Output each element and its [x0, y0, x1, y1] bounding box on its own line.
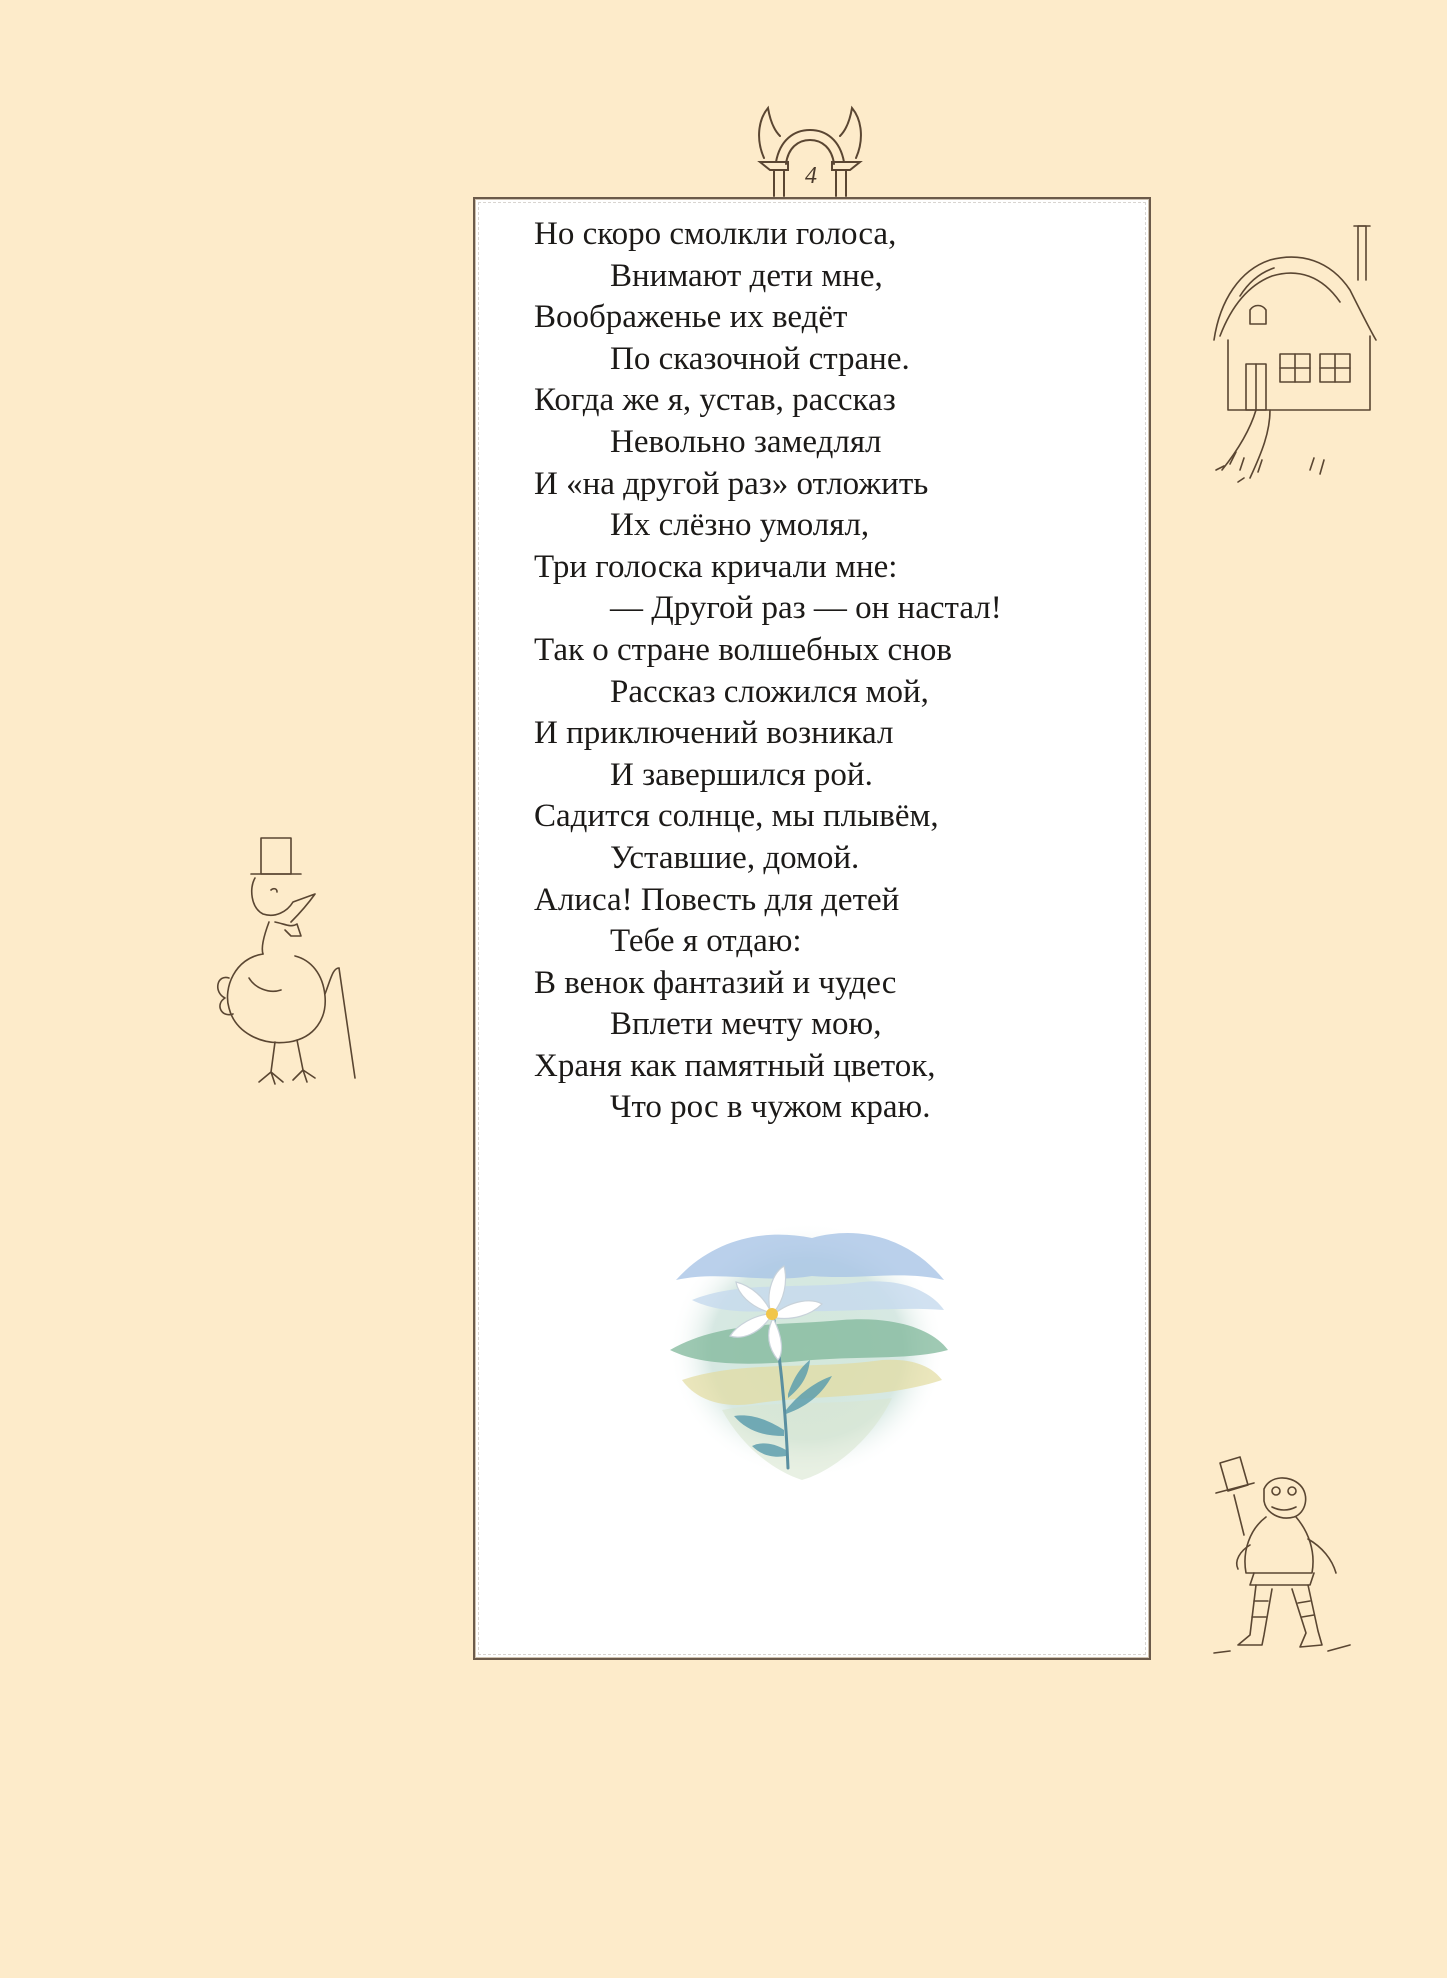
poem-line: И «на другой раз» отложить [534, 465, 929, 502]
poem-line: Что рос в чужом краю. [610, 1089, 931, 1126]
watercolor-daisy-icon [662, 1210, 952, 1490]
poem-line: Их слёзно умолял, [610, 507, 870, 544]
poem [534, 214, 1134, 1129]
poem-line: И завершился рой. [610, 756, 873, 793]
poem-line: Вплети мечту мою, [610, 1006, 882, 1043]
poem-line: Садится солнце, мы плывём, [534, 798, 939, 835]
page-number: 4 [805, 163, 817, 189]
dodo-with-top-hat-sketch-icon [215, 828, 375, 1090]
poem-line: Тебе я отдаю: [610, 923, 802, 960]
poem-line: Так о стране волшебных снов [534, 631, 952, 668]
frog-footman-sketch-icon [1210, 1455, 1360, 1660]
poem-line: Алиса! Повесть для детей [534, 881, 900, 918]
poem-line: Невольно замедлял [610, 423, 882, 460]
poem-line: По сказочной стране. [610, 340, 910, 377]
poem-line: Но скоро смолкли голоса, [534, 216, 897, 252]
poem-line: Рассказ сложился мой, [610, 673, 929, 710]
poem-line: В венок фантазий и чудес [534, 964, 897, 1001]
poem-line: Воображенье их ведёт [534, 299, 848, 336]
poem-line: — Другой раз — он настал! [610, 590, 1002, 627]
poem-line: Внимают дети мне, [610, 257, 883, 294]
cottage-sketch-icon [1210, 220, 1380, 490]
poem-line: Уставшие, домой. [610, 839, 860, 876]
poem-line: Когда же я, устав, рассказ [534, 382, 896, 419]
poem-line: Три голоска кричали мне: [534, 548, 898, 585]
poem-line: Храня как памятный цветок, [534, 1047, 936, 1084]
poem-line: И приключений возникал [534, 715, 894, 752]
